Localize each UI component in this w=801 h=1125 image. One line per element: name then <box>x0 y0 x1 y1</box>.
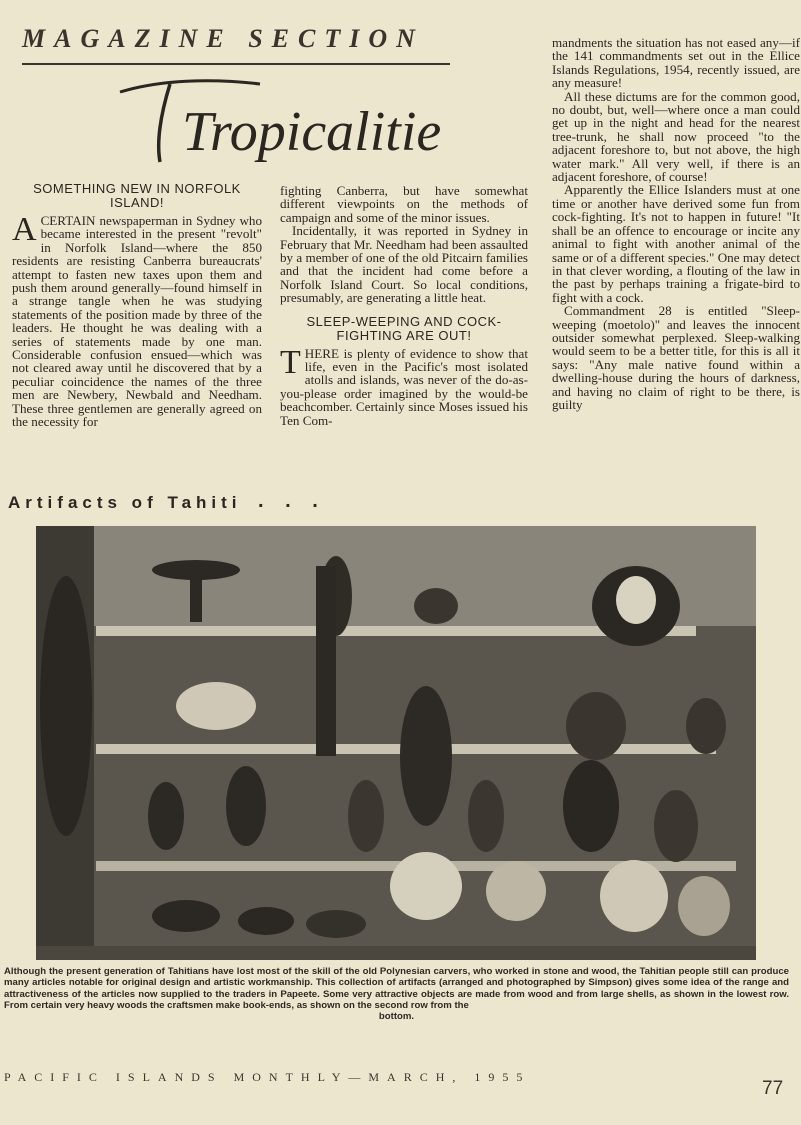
section-label: MAGAZINE SECTION <box>22 24 424 53</box>
article1-para1-cont: fighting Canberra, but have somewhat different viewpoints on the methods of campaign and some of the minor issues. <box>280 183 528 225</box>
masthead-logo <box>100 70 440 170</box>
artifacts-photo <box>36 526 756 960</box>
masthead-text: Tropicalities <box>182 101 440 163</box>
photo-caption-text: Although the present generation of Tahitians have lost most of the skill of the old Polynesian carvers, who worked in stone and wood, the Tahitian people still can produce many articles notable for original design and artistic workmanship. This collection of artifacts (arranged and photographed by Simpson) gives some idea of the range and attractiveness of the articles now supplied to the traders in Papeete. Some very attractive objects are made from wood and from large shells, as shown in the lowest row. From certain very heavy woods the craftsmen make book-ends, as shown on the second row from the <box>4 966 789 1011</box>
article2-heading: SLEEP-WEEPING AND COCK-FIGHTING ARE OUT! <box>306 313 502 343</box>
column-2 <box>280 184 528 427</box>
article1-dropcap: A <box>12 211 37 248</box>
artifacts-photo-image <box>36 526 756 960</box>
article1-para1-text: CERTAIN newspaperman in Sydney who became interested in the present "revolt" in Norfolk Island—where the 850 residents are resisting Canberra bureaucrats' attempt to fasten new taxes upon them and push them around generally—found himself in a strange tangle when he was studying statements of the position made by three of the leaders. He thought he was dealing with a series of statements made by one man. Considerable confusion ensued—which was not cleared away until he discovered that by a peculiar coincidence the names of the three men are Newbery, Newbald and Needham. These three gentlemen are generally agreed on the necessity for <box>12 213 262 430</box>
article2-para3: Apparently the Ellice Islanders must at one time or another have derived some fun from cock-fighting. It's not to happen in future! "It shall be an offence to encourage or incite any animal to fight with another animal of the same or of a different species." One may detect in that clever wording, a flouting of the law in the past by perhaps training a frigate-bird to fight with a cock. <box>552 182 800 305</box>
article1-para1 <box>12 211 262 430</box>
column-3 <box>552 36 800 411</box>
page-number: 77 <box>762 1078 784 1099</box>
article1-heading: SOMETHING NEW IN NORFOLK ISLAND! <box>33 181 241 210</box>
masthead-script <box>100 70 440 170</box>
article2-para1-text: HERE is plenty of evidence to show that life, even in the Pacific's most isolated atolls and islands, was never of the do-as-you-please order imagined by the would-be beachcomber. Certainly since Moses issued his Ten Com- <box>280 345 528 428</box>
article1-para2: Incidentally, it was reported in Sydney in February that Mr. Needham had been assaulted by a member of one of the old Pitcairn families and that the incident had come before a Norfolk Island Court. So local conditions, presumably, are generating a little heat. <box>280 223 528 306</box>
photo-section-title: Artifacts of Tahiti <box>8 493 242 512</box>
article2-para1 <box>280 343 528 428</box>
article2-dropcap: T <box>280 343 301 381</box>
photo-caption-last: bottom. <box>378 1011 415 1023</box>
footer-publication: PACIFIC ISLANDS MONTHLY—MARCH, 1955 <box>4 1070 531 1084</box>
photo-caption <box>4 966 789 1022</box>
section-rule <box>22 63 450 65</box>
photo-section-dots: . . . <box>258 490 326 512</box>
article2-para2: All these dictums are for the common good, no doubt, but, well—where once a man could get up in the night and head for the nearest tree-trunk, he shall now proceed "to the adjacent foreshore to, but not above, the high water mark." All very well, if there is an adjacent foreshore, of course! <box>552 88 800 185</box>
article2-para1-cont: mandments the situation has not eased any—if the 141 commandments set out in the Ellice Islands Regulations, 1954, recently issued, are any measure! <box>552 35 800 91</box>
column-1 <box>12 182 262 429</box>
article2-para4: Commandment 28 is entitled "Sleep-weeping (moetolo)" and leaves the innocent outsider somewhat perplexed. Sleep-walking would seem to be a better title, for this is all it says: "Any male native found within a dwelling-house during the hours of darkness, and having no claim of right to be there, is guilty <box>552 303 800 412</box>
